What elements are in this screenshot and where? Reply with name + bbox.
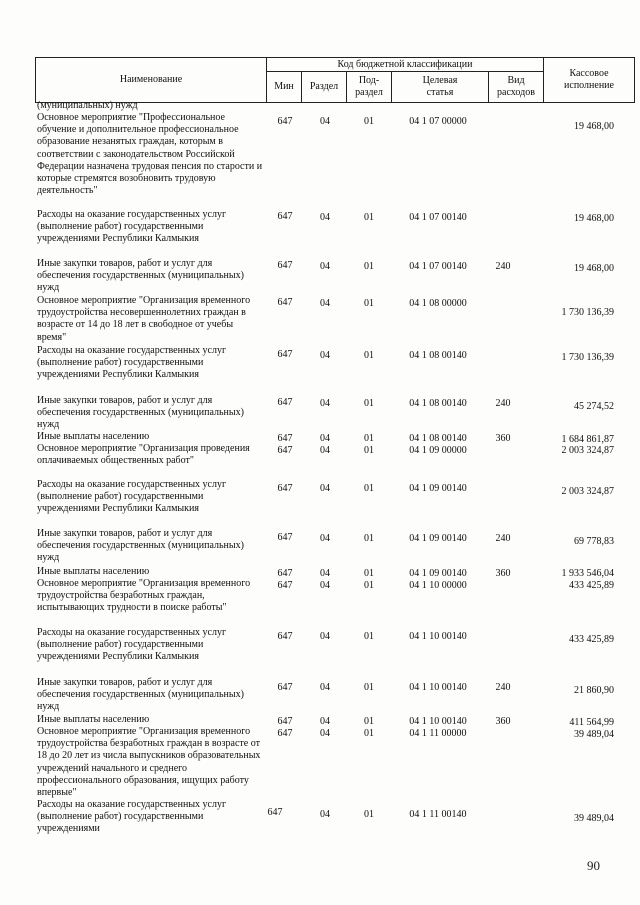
page-number: 90 [587, 858, 600, 873]
header-kassovoe: Кассовое исполнение [544, 58, 635, 103]
row-tselevaya: 04 1 09 00140 [409, 533, 467, 544]
row-podrazdel: 01 [364, 682, 374, 693]
row-name: Иные закупки товаров, работ и услуг для обеспечения государственных (муниципальных) нужд [37, 528, 244, 564]
row-name: Основное мероприятие "Организация временного трудоустройства безработных граждан, испытывающих трудности в поиске работы" [37, 578, 251, 614]
row-kassovoe: 2 003 324,87 [561, 445, 614, 456]
row-tselevaya: 04 1 08 00140 [409, 433, 467, 444]
row-name: Основное мероприятие "Организация временного трудоустройства несовершеннолетних граждан в возрасте от 14 до 18 лет в свободное от учебы время" [37, 295, 251, 343]
row-kassovoe: 39 489,04 [574, 813, 614, 824]
row-podrazdel: 01 [364, 350, 374, 361]
row-min: 647 [277, 445, 293, 456]
row-razdel: 04 [320, 682, 330, 693]
header-code-group: Код бюджетной классификации [267, 58, 544, 72]
row-tselevaya: 04 1 10 00000 [409, 580, 467, 591]
row-razdel: 04 [320, 809, 330, 820]
row-tselevaya: 04 1 08 00000 [409, 298, 467, 309]
row-tselevaya: 04 1 11 00000 [409, 728, 467, 739]
row-min: 647 [277, 260, 293, 271]
row-kassovoe: 21 860,90 [574, 685, 614, 696]
row-min: 647 [277, 297, 293, 308]
row-min: 647 [277, 483, 293, 494]
row-razdel: 04 [320, 568, 330, 579]
row-kassovoe: 1 933 546,04 [561, 568, 614, 579]
row-podrazdel: 01 [364, 116, 374, 127]
row-name: Расходы на оказание государственных услуг (выполнение работ) государственными учреждениями Республики Калмыкия [37, 345, 227, 381]
row-name: Иные выплаты населению [37, 566, 150, 577]
row-name: Иные выплаты населению [37, 431, 150, 442]
row-name: Основное мероприятие "Профессиональное обучение и дополнительное профессиональное образование незанятых граждан, которым в соответствии с законодательством Российской Федерации назначена трудовая пенсия по старости и которые стремятся возобновить трудовую деятельность" [37, 112, 263, 197]
row-min: 647 [277, 682, 293, 693]
row-razdel: 04 [320, 212, 330, 223]
row-razdel: 04 [320, 728, 330, 739]
row-min: 647 [277, 580, 293, 591]
row-tselevaya: 04 1 07 00140 [409, 261, 467, 272]
row-tselevaya: 04 1 11 00140 [409, 809, 467, 820]
row-podrazdel: 01 [364, 716, 374, 727]
row-min: 647 [277, 631, 293, 642]
row-min: 647 [277, 568, 293, 579]
row-min: 647 [277, 433, 293, 444]
row-podrazdel: 01 [364, 728, 374, 739]
header-tselevaya: Целевая статья [392, 72, 489, 103]
row-name: Иные выплаты населению [37, 714, 150, 725]
row-razdel: 04 [320, 298, 330, 309]
row-podrazdel: 01 [364, 568, 374, 579]
row-name: Расходы на оказание государственных услуг (выполнение работ) государственными учреждениями [37, 799, 227, 835]
row-name: (муниципальных) нужд [37, 100, 138, 111]
row-tselevaya: 04 1 09 00000 [409, 445, 467, 456]
row-tselevaya: 04 1 07 00140 [409, 212, 467, 223]
row-podrazdel: 01 [364, 533, 374, 544]
header-razdel: Раздел [302, 72, 347, 103]
row-razdel: 04 [320, 445, 330, 456]
row-vid: 240 [495, 398, 511, 409]
row-min: 647 [277, 116, 293, 127]
row-min: 647 [277, 728, 293, 739]
row-min: 647 [277, 716, 293, 727]
row-kassovoe: 433 425,89 [569, 634, 614, 645]
row-kassovoe: 19 468,00 [574, 263, 614, 274]
row-vid: 240 [495, 261, 511, 272]
row-kassovoe: 411 564,99 [569, 717, 614, 728]
row-tselevaya: 04 1 10 00140 [409, 631, 467, 642]
row-name: Иные закупки товаров, работ и услуг для обеспечения государственных (муниципальных) нужд [37, 395, 244, 431]
row-kassovoe: 1 684 861,87 [561, 434, 614, 445]
row-vid: 240 [495, 682, 511, 693]
row-name: Расходы на оказание государственных услуг (выполнение работ) государственными учреждениями Республики Калмыкия [37, 209, 227, 245]
row-razdel: 04 [320, 533, 330, 544]
row-podrazdel: 01 [364, 433, 374, 444]
row-name: Иные закупки товаров, работ и услуг для обеспечения государственных (муниципальных) нужд [37, 677, 244, 713]
row-tselevaya: 04 1 09 00140 [409, 568, 467, 579]
row-podrazdel: 01 [364, 261, 374, 272]
row-min: 647 [277, 211, 293, 222]
row-podrazdel: 01 [364, 398, 374, 409]
row-razdel: 04 [320, 483, 330, 494]
row-name: Основное мероприятие "Организация проведения оплачиваемых общественных работ" [37, 443, 250, 467]
row-min: 647 [267, 807, 283, 818]
row-razdel: 04 [320, 350, 330, 361]
row-tselevaya: 04 1 09 00140 [409, 483, 467, 494]
row-razdel: 04 [320, 716, 330, 727]
row-kassovoe: 45 274,52 [574, 401, 614, 412]
row-vid: 360 [495, 716, 511, 727]
row-kassovoe: 39 489,04 [574, 729, 614, 740]
row-kassovoe: 433 425,89 [569, 580, 614, 591]
row-kassovoe: 19 468,00 [574, 213, 614, 224]
row-tselevaya: 04 1 10 00140 [409, 716, 467, 727]
row-podrazdel: 01 [364, 631, 374, 642]
row-name: Расходы на оказание государственных услуг (выполнение работ) государственными учреждениями Республики Калмыкия [37, 479, 227, 515]
row-podrazdel: 01 [364, 298, 374, 309]
header-vid: Вид расходов [489, 72, 544, 103]
row-podrazdel: 01 [364, 212, 374, 223]
row-vid: 240 [495, 533, 511, 544]
header-name: Наименование [36, 58, 267, 103]
row-min: 647 [277, 532, 293, 543]
row-min: 647 [277, 397, 293, 408]
row-podrazdel: 01 [364, 483, 374, 494]
row-min: 647 [277, 349, 293, 360]
row-tselevaya: 04 1 07 00000 [409, 116, 467, 127]
row-razdel: 04 [320, 433, 330, 444]
row-razdel: 04 [320, 631, 330, 642]
row-podrazdel: 01 [364, 580, 374, 591]
row-razdel: 04 [320, 398, 330, 409]
row-podrazdel: 01 [364, 445, 374, 456]
row-kassovoe: 1 730 136,39 [561, 307, 614, 318]
row-razdel: 04 [320, 580, 330, 591]
row-razdel: 04 [320, 261, 330, 272]
row-kassovoe: 1 730 136,39 [561, 352, 614, 363]
row-kassovoe: 2 003 324,87 [561, 486, 614, 497]
row-tselevaya: 04 1 08 00140 [409, 398, 467, 409]
row-name: Расходы на оказание государственных услуг (выполнение работ) государственными учреждениями Республики Калмыкия [37, 627, 227, 663]
row-razdel: 04 [320, 116, 330, 127]
row-name: Основное мероприятие "Организация временного трудоустройства безработных граждан в возрасте от 18 до 20 лет из числа выпускников образовательных учреждений начального и среднего профессионального образования, ищущих работу впервые" [37, 726, 261, 799]
row-name: Иные закупки товаров, работ и услуг для обеспечения государственных (муниципальных) нужд [37, 258, 244, 294]
row-tselevaya: 04 1 08 00140 [409, 350, 467, 361]
header-podrazdel: Под- раздел [347, 72, 392, 103]
row-vid: 360 [495, 568, 511, 579]
row-podrazdel: 01 [364, 809, 374, 820]
header-min: Мин [267, 72, 302, 103]
row-vid: 360 [495, 433, 511, 444]
row-tselevaya: 04 1 10 00140 [409, 682, 467, 693]
row-kassovoe: 69 778,83 [574, 536, 614, 547]
row-kassovoe: 19 468,00 [574, 121, 614, 132]
